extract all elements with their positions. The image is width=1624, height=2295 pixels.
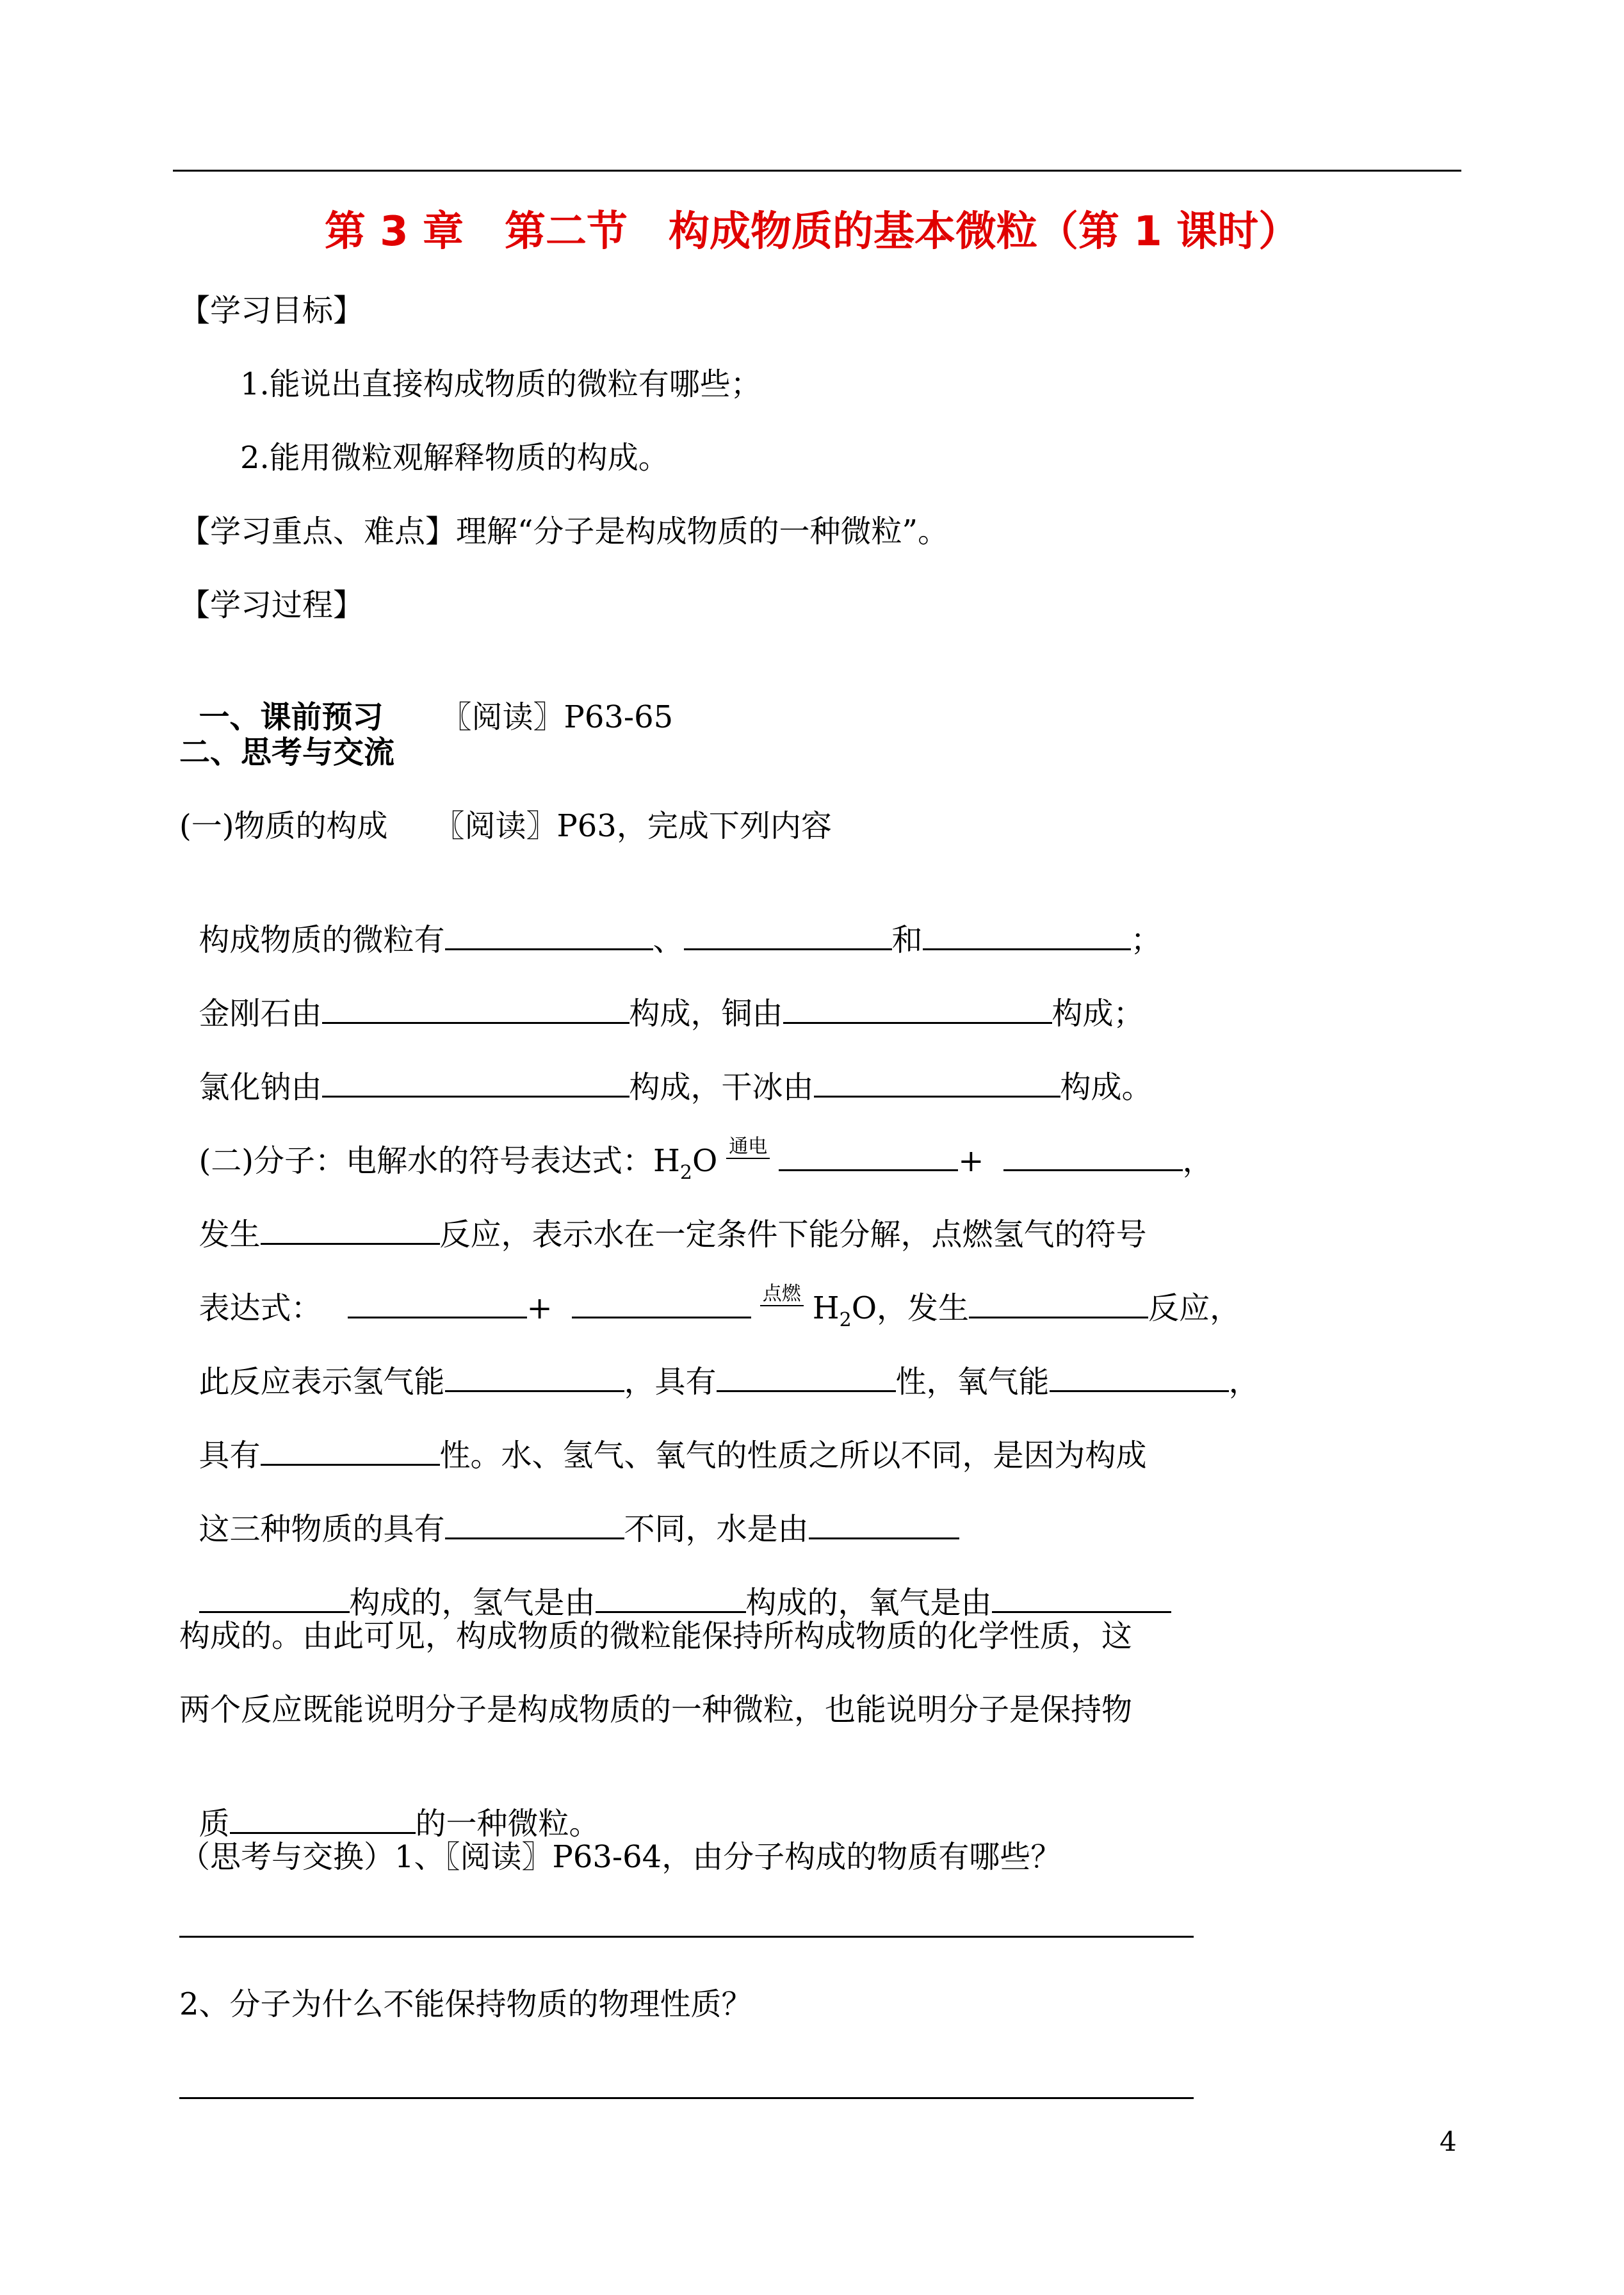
blank-particle-1[interactable] [445, 919, 653, 950]
page-title: 第 3 章 第二节 构成物质的基本微粒（第 1 课时） [324, 208, 1300, 255]
blank-diamond[interactable] [322, 993, 629, 1024]
text-line-11: 构成的。由此可见，构成物质的微粒能保持所构成物质的化学性质，这 [179, 1618, 1133, 1654]
blank-copper[interactable] [783, 993, 1052, 1024]
fill-line-8: 具有 性。水、氢气、氧气的性质之所以不同，是因为构成 [179, 1396, 1147, 1434]
answer-line-1[interactable] [179, 1936, 1194, 1938]
process-heading: 【学习过程】 [179, 587, 364, 623]
blank-dry-ice[interactable] [814, 1066, 1060, 1098]
section-1-reading: 〖阅读〗P63-65 [441, 699, 674, 735]
section-1-title: 一、课前预习 [199, 699, 384, 735]
goal-1: 1.能说出直接构成物质的微粒有哪些； [240, 366, 761, 402]
blank-particle-3[interactable] [923, 919, 1131, 950]
section-1 [179, 660, 674, 735]
blank-hydrogen-property[interactable] [717, 1361, 896, 1392]
fill-line-13: 质 的一种微粒。 [179, 1764, 600, 1803]
top-rule [173, 170, 1461, 172]
fill-line-9: 这三种物质的具有 不同，水是由 [179, 1470, 959, 1508]
blank-hydrogen-made-of[interactable] [596, 1582, 746, 1613]
fill-line-5: 发生 反应，表示水在一定条件下能分解，点燃氢气的符号 [179, 1175, 1147, 1213]
blank-product-2[interactable] [1003, 1140, 1183, 1171]
blank-reactant-2[interactable] [572, 1287, 751, 1318]
ignition-arrow: 点燃 [760, 1283, 804, 1306]
part-1-heading: (一)物质的构成 〖阅读〗P63，完成下列内容 [179, 808, 832, 844]
blank-reactant-1[interactable] [348, 1287, 527, 1318]
goal-2: 2.能用微粒观解释物质的构成。 [240, 440, 669, 476]
focus-line: 【学习重点、难点】理解“分子是构成物质的一种微粒”。 [179, 514, 949, 549]
answer-line-2[interactable] [179, 2097, 1194, 2099]
fill-line-7: 此反应表示氢气能 ，具有 性，氧气能 ， [179, 1322, 1260, 1361]
goals-heading: 【学习目标】 [179, 293, 364, 328]
blank-reaction-type-1[interactable] [261, 1213, 440, 1245]
fill-line-3: 氯化钠由 构成，干冰由 构成。 [179, 1028, 1153, 1066]
fill-line-10: 构成的，氢气是由 构成的，氧气是由 [179, 1543, 1171, 1582]
page-number: 4 [1440, 2126, 1457, 2157]
electrolysis-arrow: 通电 [726, 1136, 770, 1159]
text-line-12: 两个反应既能说明分子是构成物质的一种微粒，也能说明分子是保持物 [179, 1692, 1133, 1728]
blank-keep-property[interactable] [230, 1803, 416, 1834]
blank-oxygen-made-of[interactable] [992, 1582, 1171, 1613]
blank-water-made-of-cont[interactable] [199, 1582, 350, 1613]
question-2: 2、分子为什么不能保持物质的物理性质？ [179, 1986, 752, 2022]
blank-oxygen-property[interactable] [261, 1434, 440, 1466]
fill-line-6: 表达式： + 点燃 $H_2O$，发生 反应， [199, 1283, 1241, 1331]
question-1: （思考与交换）1、〖阅读〗P63-64，由分子构成的物质有哪些？ [179, 1839, 1062, 1875]
blank-reaction-type-2[interactable] [969, 1287, 1148, 1318]
fill-line-1: 构成物质的微粒有 、 和 ； [179, 880, 1162, 919]
blank-water-made-of[interactable] [809, 1508, 959, 1539]
fill-line-2: 金刚石由 构成，铜由 构成； [179, 954, 1144, 993]
blank-particle-2[interactable] [684, 919, 892, 950]
blank-product-1[interactable] [779, 1140, 958, 1171]
blank-hydrogen-can[interactable] [445, 1361, 624, 1392]
blank-sodium-chloride[interactable] [322, 1066, 629, 1098]
section-2-title: 二、思考与交流 [179, 734, 395, 770]
blank-different[interactable] [445, 1508, 624, 1539]
blank-oxygen-can[interactable] [1050, 1361, 1229, 1392]
fill-line-4: (二)分子：电解水的符号表达式：$H_2O$ 通电 + ， [199, 1135, 1214, 1184]
